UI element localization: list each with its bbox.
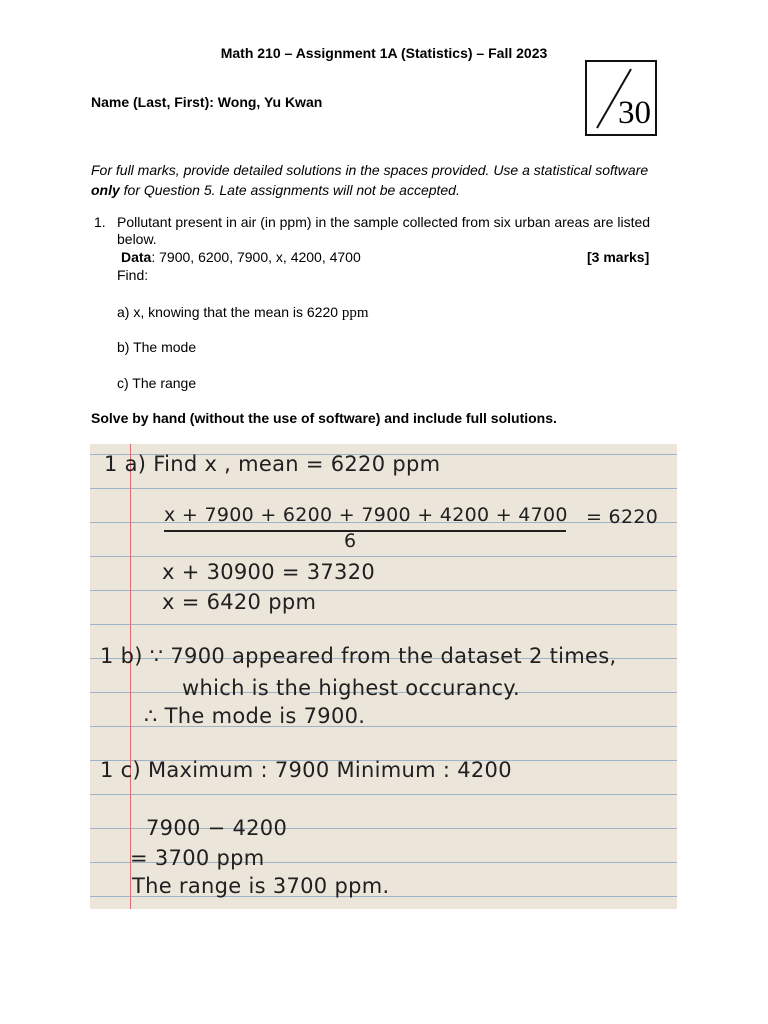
solution-c-result: = 3700 ppm — [130, 846, 265, 870]
instructions-emphasis: only — [91, 182, 120, 198]
solution-c-heading: 1 c) Maximum : 7900 Minimum : 4200 — [100, 758, 512, 782]
solution-b-line2: which is the highest occurancy. — [182, 676, 521, 700]
paper-rule — [90, 794, 677, 795]
solution-b-line1: 1 b) ∵ 7900 appeared from the dataset 2 times, — [100, 644, 617, 668]
find-label: Find: — [117, 267, 149, 283]
solution-a-heading: 1 a) Find x , mean = 6220 ppm — [104, 452, 441, 476]
solution-c-step: 7900 − 4200 — [146, 816, 288, 840]
solution-a-numerator: x + 7900 + 6200 + 7900 + 4200 + 4700 — [164, 504, 568, 526]
handwritten-solution-photo — [90, 444, 677, 909]
question-text: Pollutant present in air (in ppm) in the sample collected from six urban areas are listed below. — [117, 214, 651, 247]
part-a-text: a) x, knowing that the mean is 6220 — [117, 304, 342, 320]
part-a-unit: ppm — [341, 305, 369, 321]
solution-a-step: x + 30900 = 37320 — [162, 560, 376, 584]
instructions-part1: For full marks, provide detailed solutions in the spaces provided. Use a statistical software — [91, 162, 649, 178]
student-name: Name (Last, First): Wong, Yu Kwan — [91, 94, 323, 110]
solve-note: Solve by hand (without the use of software) and include full solutions. — [91, 410, 557, 426]
score-total: 30 — [618, 95, 651, 131]
instructions — [91, 160, 671, 200]
paper-margin-line — [130, 444, 131, 909]
solution-a-denominator: 6 — [344, 530, 357, 552]
data-line — [121, 249, 361, 265]
instructions-part2: for Question 5. Late assignments will not be accepted. — [119, 182, 460, 198]
data-values: : 7900, 6200, 7900, x, 4200, 4700 — [151, 249, 361, 265]
part-c: c) The range — [117, 375, 197, 391]
part-a — [117, 304, 369, 322]
assignment-title: Math 210 – Assignment 1A (Statistics) – Fall 2023 — [220, 45, 548, 61]
marks-label: [3 marks] — [587, 249, 650, 265]
solution-a-answer: x = 6420 ppm — [162, 590, 317, 614]
solution-a-equals: = 6220 — [586, 506, 659, 528]
part-b: b) The mode — [117, 339, 197, 355]
paper-rule — [90, 556, 677, 557]
data-label: Data — [121, 249, 152, 265]
solution-b-line3: ∴ The mode is 7900. — [144, 704, 366, 728]
fraction-bar — [164, 530, 566, 532]
paper-rule — [90, 488, 677, 489]
score-box — [585, 60, 657, 136]
question-number: 1. — [94, 214, 106, 230]
solution-c-answer: The range is 3700 ppm. — [132, 874, 390, 898]
paper-rule — [90, 624, 677, 625]
